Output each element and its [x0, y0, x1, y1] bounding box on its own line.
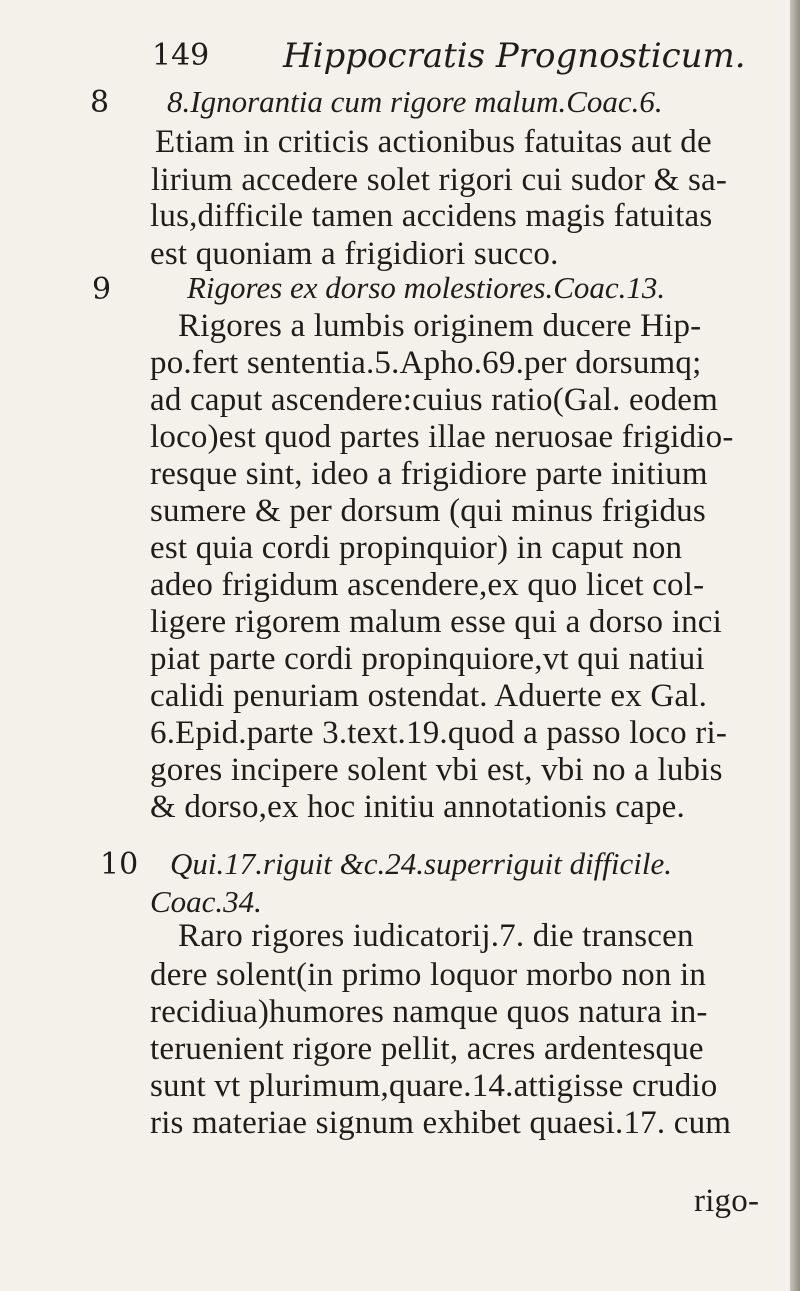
section-heading: Rigores ex dorso molestiores.Coac.13.: [187, 270, 666, 305]
text-line: piat parte cordi propinquiore,vt qui natiui: [150, 641, 705, 677]
text-line: gores incipere solent vbi est, vbi no a lubis: [150, 752, 723, 788]
page-edge: [790, 0, 800, 1291]
margin-number: 9: [92, 272, 112, 307]
text-line: teruenient rigore pellit, acres ardentesque: [150, 1031, 704, 1067]
section-heading: 8.Ignorantia cum rigore malum.Coac.6.: [167, 84, 663, 119]
text-line: & dorso,ex hoc initiu annotationis cape.: [150, 789, 685, 825]
text-line: lirium accedere solet rigori cui sudor & sa-: [151, 162, 728, 198]
text-line: sunt vt plurimum,quare.14.attigisse crudio: [150, 1068, 718, 1104]
section-heading: Qui.17.riguit &c.24.superriguit difficile.: [170, 846, 673, 881]
text-line: po.fert sententia.5.Apho.69.per dorsumq;: [150, 345, 702, 381]
text-line: lus,difficile tamen accidens magis fatuitas: [150, 198, 713, 234]
text-line: est quia cordi propinquior) in caput non: [150, 530, 683, 566]
text-line: Rigores a lumbis originem ducere Hip-: [178, 308, 702, 344]
page-number: 149: [152, 38, 210, 73]
text-line: ris materiae signum exhibet quaesi.17. cum: [150, 1105, 732, 1141]
text-line: 6.Epid.parte 3.text.19.quod a passo loco ri-: [150, 715, 728, 751]
text-line: Etiam in criticis actionibus fatuitas aut de: [155, 124, 712, 160]
text-line: loco)est quod partes illae neruosae frigidio-: [150, 419, 734, 455]
section-heading-continued: Coac.34.: [150, 884, 262, 919]
margin-number: 8: [90, 85, 110, 120]
catchword: rigo-: [694, 1183, 760, 1219]
text-line: ad caput ascendere:cuius ratio(Gal. eodem: [150, 382, 719, 418]
text-line: recidiua)humores namque quos natura in-: [150, 994, 708, 1030]
margin-number: 10: [100, 847, 139, 882]
text-line: ligere rigorem malum esse qui a dorso inci: [150, 604, 722, 640]
text-line: calidi penuriam ostendat. Aduerte ex Gal.: [150, 678, 708, 714]
text-line: adeo frigidum ascendere,ex quo licet col-: [150, 567, 705, 603]
text-line: sumere & per dorsum (qui minus frigidus: [150, 493, 706, 529]
running-title: Hippocratis Prognosticum.: [283, 36, 746, 76]
text-line: est quoniam a frigidiori succo.: [150, 236, 559, 272]
text-line: dere solent(in primo loquor morbo non in: [150, 957, 707, 993]
text-line: resque sint, ideo a frigidiore parte initium: [150, 456, 708, 492]
text-line: Raro rigores iudicatorij.7. die transcen: [178, 918, 694, 954]
